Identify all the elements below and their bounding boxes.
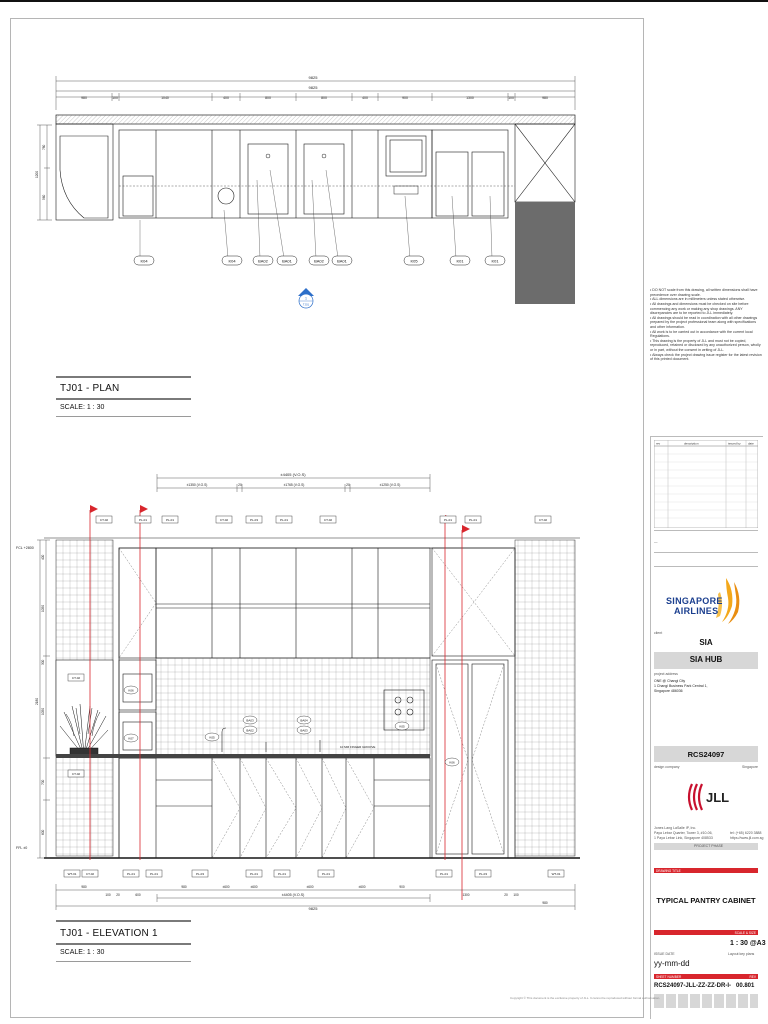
elev-bottom-sub-dim: 980 bbox=[542, 901, 548, 905]
plan-tag-label: K01 bbox=[456, 258, 464, 264]
note-item: • This drawing is the property of JLL and must not be copied, reproduced, retained or disclosed by any unauthorized person, wholly or in part, without the consent in writing of JLL. bbox=[650, 338, 761, 352]
revision-label: REV bbox=[749, 974, 756, 979]
elev-tag-label: PL-01 bbox=[279, 518, 289, 522]
company-contact: https://www.jll.com.sg bbox=[730, 836, 764, 840]
plan-tag bbox=[332, 256, 352, 265]
plan-dim: 800 bbox=[321, 96, 327, 100]
plan-dim: 100 bbox=[508, 96, 514, 100]
elev-bottom-sub-dim: 100 bbox=[105, 893, 111, 897]
note-item: • DO NOT scale from this drawing, all written dimensions shall have precedence over drawing scale. bbox=[650, 288, 758, 297]
plan-tag bbox=[253, 256, 273, 265]
elev-tag-label: PL-03 bbox=[478, 872, 488, 876]
elev-tag-label: CT-02 bbox=[323, 518, 333, 522]
elev-tag bbox=[68, 674, 84, 681]
plan-tag bbox=[134, 256, 154, 265]
note-text: DO NOT scale from this drawing, all written dimensions shall have precedence over drawing scale. bbox=[650, 288, 758, 297]
elev-bottom-sub-dim: ±600 bbox=[222, 885, 230, 889]
project-number: RCS24097 bbox=[687, 750, 725, 759]
elev-tag bbox=[320, 516, 336, 523]
company-line: Paya Lebar Quarter, Tower 3, #10-06, bbox=[654, 831, 713, 835]
tb-divider bbox=[654, 552, 758, 553]
plan-dim: 800 bbox=[265, 96, 271, 100]
elev-bottom-sub-dim: 100 bbox=[513, 893, 519, 897]
sheet-number: RCS24097-JLL-ZZ-ZZ-DR-I- bbox=[654, 983, 732, 989]
elev-tag bbox=[123, 870, 139, 877]
tb-bottom-stripes bbox=[654, 994, 758, 1008]
plan-dim: 400 bbox=[362, 96, 368, 100]
elev-tag-label: PL-03 bbox=[195, 872, 205, 876]
elev-tag bbox=[64, 870, 80, 877]
elev-tag-label: PL-01 bbox=[321, 872, 331, 876]
plan-caption-rule bbox=[56, 416, 191, 417]
elev-tag-label: BA02 bbox=[246, 728, 254, 733]
elev-tag-label: PL-01 bbox=[126, 872, 136, 876]
plan-side-dim: 780 bbox=[42, 144, 46, 150]
project-name-2: SIA HUB bbox=[689, 655, 723, 664]
scale-size-label: SCALE & SIZE bbox=[734, 930, 756, 935]
plan-side-dim-lines bbox=[37, 125, 52, 220]
plan-side-dim: 560 bbox=[42, 194, 46, 200]
elev-left-dim: 700 bbox=[41, 779, 45, 785]
address-line: Singapore 486036 bbox=[654, 689, 683, 693]
plan-caption-scale: SCALE: 1 : 30 bbox=[60, 404, 105, 411]
general-notes bbox=[650, 288, 762, 362]
address-label: project address bbox=[654, 672, 678, 676]
elev-bottom-sub-dim: 600 bbox=[135, 893, 141, 897]
elev-tag-label: CT-02 bbox=[85, 872, 95, 876]
plan-tag bbox=[450, 256, 470, 265]
plan-tag bbox=[309, 256, 329, 265]
elev-bottom-vos: ±4405 (V.O.S) bbox=[281, 893, 305, 897]
sheet-number-label: SHEET NUMBER bbox=[656, 974, 682, 979]
address-line: ONE @ Changi City bbox=[654, 679, 686, 683]
plan-tag-label: BA01 bbox=[282, 258, 292, 264]
elev-tag bbox=[243, 726, 257, 734]
elev-tag bbox=[535, 516, 551, 523]
plan-sub-dim: 9825 bbox=[308, 85, 318, 90]
elev-bottom-sub-dim: 20 bbox=[504, 893, 508, 897]
elev-top-sub-dim: ±1250 (V.O.S) bbox=[379, 483, 401, 487]
elev-bottom-sub-dim: ±600 bbox=[306, 885, 314, 889]
plan-dim: 400 bbox=[223, 96, 229, 100]
drawing-title-label: DRAWING TITLE bbox=[656, 868, 681, 873]
address-line: 1 Changi Business Park Central 1, bbox=[654, 684, 708, 688]
elev-tag-label: PL-01 bbox=[149, 872, 159, 876]
plan-tag-label: BA02 bbox=[314, 258, 324, 264]
location: Singapore bbox=[742, 765, 758, 769]
plan-column-grey bbox=[515, 202, 575, 304]
elev-ffl-label: FFL ±0 bbox=[16, 846, 28, 850]
elev-tag bbox=[246, 870, 262, 877]
plan-dim: 980 bbox=[81, 96, 87, 100]
elev-bottom-sub-dim: 980 bbox=[81, 885, 87, 889]
elev-bottom-tags bbox=[64, 870, 564, 877]
elev-left-dim: 300 bbox=[41, 659, 45, 665]
elev-tag bbox=[205, 733, 219, 741]
elev-tag bbox=[96, 516, 112, 523]
elev-bottom-sub-dim: ±600 bbox=[250, 885, 258, 889]
note-text: All work is to be carried out in accordance with the current local Regulations. bbox=[650, 329, 753, 339]
singapore-airlines-logo bbox=[654, 572, 758, 630]
plan-tags bbox=[134, 256, 505, 265]
plan-tag-label: BA02 bbox=[258, 258, 268, 264]
layout-label: Layout key plans bbox=[728, 952, 755, 956]
revision-table bbox=[654, 440, 758, 528]
elev-tag bbox=[146, 870, 162, 877]
plan-dim: 100 bbox=[112, 96, 118, 100]
design-company-label: design company bbox=[654, 765, 680, 769]
sheet-suffix: 00.801 bbox=[736, 983, 755, 989]
client-label: client bbox=[654, 631, 663, 635]
elev-tag bbox=[68, 770, 84, 777]
plan-segment-dims bbox=[81, 96, 548, 100]
elev-tag bbox=[395, 722, 409, 730]
elev-backsplash bbox=[156, 658, 430, 756]
drawing-title-bar bbox=[654, 868, 758, 873]
plan-caption-rule bbox=[56, 398, 191, 400]
elev-tag-label: BA03 bbox=[246, 718, 254, 723]
elev-tag-label: PL-01 bbox=[138, 518, 148, 522]
note-item: • All work is to be carried out in accordance with the current local Regulations. bbox=[650, 329, 753, 339]
scale-size-bar bbox=[654, 930, 758, 935]
elev-bottom-sub-dim: 980 bbox=[181, 885, 187, 889]
elev-tag bbox=[162, 516, 178, 523]
elev-tag bbox=[243, 716, 257, 724]
tb-divider bbox=[654, 566, 758, 567]
rev-header: rev bbox=[656, 441, 661, 446]
elev-tag bbox=[246, 516, 262, 523]
elev-caption-rule bbox=[56, 961, 191, 962]
note-text: All drawings should be read in coordination with all other drawings prepared by the project professional team along with specifications and other information. bbox=[650, 315, 758, 329]
plan-tag-label: K01 bbox=[491, 258, 499, 264]
plan-wall-hatch bbox=[56, 115, 575, 124]
company-contact: tel: (+65) 6220 3888 bbox=[730, 831, 762, 835]
plan-tag bbox=[222, 256, 242, 265]
elev-bottom-sub-dims bbox=[81, 885, 548, 905]
note-item: • Always check the project drawing issue register for the latest revision of this printed document. bbox=[650, 352, 762, 362]
elev-tag bbox=[276, 516, 292, 523]
elev-tag bbox=[297, 726, 311, 734]
plan-side-dim: 1200 bbox=[35, 170, 39, 178]
copyright-note: Copyright © This document is the exclusive property of JLL. It cannot be reproduced without formal authorisation. bbox=[510, 996, 661, 1000]
elevation-marker-icon bbox=[298, 288, 314, 308]
issue-date-value: yy-mm-dd bbox=[654, 959, 690, 968]
finger-groove-note: 10 MM FINGER GROOVE bbox=[340, 745, 376, 749]
elev-right-tile-wall bbox=[515, 540, 575, 856]
plan-tag bbox=[404, 256, 424, 265]
elev-tag-label: PL-01 bbox=[165, 518, 175, 522]
plan-tag-label: BA01 bbox=[337, 258, 347, 264]
plan-dim: 900 bbox=[402, 96, 408, 100]
elev-tag bbox=[548, 870, 564, 877]
jll-logo bbox=[680, 780, 740, 816]
elev-tag-label: K05 bbox=[209, 735, 215, 740]
elev-tag-label: PL-01 bbox=[249, 872, 259, 876]
elev-tag-label: CT-02 bbox=[71, 676, 81, 680]
elev-tag-label: CT-02 bbox=[71, 772, 81, 776]
elev-top-sub-dim: 20 bbox=[238, 483, 242, 487]
elev-tag-label: K05 bbox=[399, 724, 405, 729]
jll-mark-icon bbox=[684, 782, 706, 812]
sia-logo-text: AIRLINES bbox=[674, 606, 719, 616]
elev-bottom-overall: 9825 bbox=[308, 906, 318, 911]
plan-dimension-lines bbox=[56, 76, 575, 110]
plan-tag bbox=[277, 256, 297, 265]
elev-top-dim: ±4405 (V.O.S) bbox=[280, 472, 306, 477]
elev-top-sub-dims bbox=[187, 483, 401, 487]
elev-left-niche bbox=[56, 660, 113, 756]
company-line: Jones Lang LaSalle IP, Inc. bbox=[654, 826, 697, 830]
elev-tag-label: PL-01 bbox=[439, 872, 449, 876]
project-phase-label: PROJECT PHASE bbox=[694, 844, 724, 848]
elev-bottom-sub-dim: 1300 bbox=[462, 893, 470, 897]
project-name-1: SIA bbox=[699, 638, 713, 647]
company-line: 1 Paya Lebar Link, Singapore 408533 bbox=[654, 836, 713, 840]
elev-tag bbox=[124, 734, 138, 742]
note-item: • All drawings should be read in coordination with all other drawings prepared by the project professional team along with specifications and other information. bbox=[650, 315, 758, 329]
elev-tag bbox=[135, 516, 151, 523]
elev-tag-label: PL-01 bbox=[468, 518, 478, 522]
plan-overall-dim: 9825 bbox=[308, 75, 318, 80]
elev-left-dim: 400 bbox=[41, 554, 45, 560]
note-item: • ALL dimensions are in millimeters unless stated otherwise. bbox=[650, 297, 746, 302]
elev-tag-label: PL-01 bbox=[277, 872, 287, 876]
elev-tag bbox=[82, 870, 98, 877]
elevation-marker-number: 1 bbox=[305, 296, 307, 301]
sia-logo-text: SINGAPORE bbox=[666, 596, 723, 606]
elev-tag-label: CT-02 bbox=[219, 518, 229, 522]
elev-tag bbox=[274, 870, 290, 877]
plan-tag-label: K04 bbox=[140, 258, 148, 264]
elev-bottom-sub-dim: 900 bbox=[399, 885, 405, 889]
elev-left-dim: 1050 bbox=[41, 707, 45, 715]
elev-tag-label: K06 bbox=[128, 688, 134, 693]
elev-caption-rule bbox=[56, 943, 191, 945]
elev-caption-title: TJ01 - ELEVATION 1 bbox=[60, 928, 158, 939]
plan-side-dims bbox=[35, 144, 46, 200]
plan-dim: 1300 bbox=[466, 96, 474, 100]
scale-value: 1 : 30 @A3 bbox=[730, 940, 766, 947]
rev-header: description bbox=[684, 441, 699, 446]
elev-tag bbox=[436, 870, 452, 877]
jll-logo-text: JLL bbox=[706, 790, 730, 805]
tb-divider bbox=[654, 530, 758, 531]
elevation-marker-sheet: TJ01 bbox=[302, 302, 310, 307]
sheet-number-bar bbox=[654, 974, 758, 979]
elev-tag-label: PL-01 bbox=[443, 518, 453, 522]
elev-tag-label: WT-01 bbox=[67, 872, 77, 876]
plan-tag-label: K05 bbox=[410, 258, 418, 264]
plan-tag-label: K04 bbox=[228, 258, 236, 264]
tb-field-label: — bbox=[654, 540, 658, 544]
plan-tag bbox=[485, 256, 505, 265]
issue-date-label: ISSUE DATE bbox=[654, 952, 675, 956]
elev-left-dim: 600 bbox=[41, 829, 45, 835]
elev-tag-label: WT-01 bbox=[551, 872, 561, 876]
elev-caption-scale: SCALE: 1 : 30 bbox=[60, 949, 105, 956]
elev-tag-label: BA04 bbox=[300, 718, 308, 723]
note-text: ALL dimensions are in millimeters unless stated otherwise. bbox=[652, 297, 746, 302]
elev-caption-rule bbox=[56, 920, 191, 922]
elev-tag-label: PL-03 bbox=[249, 518, 259, 522]
rev-header: issued by bbox=[728, 441, 741, 446]
plan-dim: 980 bbox=[542, 96, 548, 100]
elev-left-dim: 1050 bbox=[41, 604, 45, 612]
elev-tag bbox=[445, 758, 459, 766]
elev-bottom-sub-dim: ±600 bbox=[358, 885, 366, 889]
elev-countertop bbox=[56, 754, 430, 758]
elev-tag bbox=[192, 870, 208, 877]
elev-tag bbox=[216, 516, 232, 523]
note-text: All drawings and dimensions must be checked on site before commencing any work or making any shop drawings. ANY discrepancies are to be reported to JLL immediately. bbox=[650, 302, 749, 316]
elev-tag bbox=[465, 516, 481, 523]
elev-bottom-sub-dim: 20 bbox=[116, 893, 120, 897]
elev-tag bbox=[124, 686, 138, 694]
plan-fixtures bbox=[266, 154, 418, 194]
elev-tag bbox=[297, 716, 311, 724]
elev-tag bbox=[440, 516, 456, 523]
elev-tag-label: K06 bbox=[449, 760, 455, 765]
plan-caption-title: TJ01 - PLAN bbox=[60, 383, 120, 394]
elev-tag-label: CT-02 bbox=[538, 518, 548, 522]
elev-tag bbox=[475, 870, 491, 877]
elev-top-tags bbox=[96, 516, 551, 523]
rev-header: date bbox=[748, 441, 754, 446]
elev-tag bbox=[318, 870, 334, 877]
elev-fcl-label: FCL +2800 bbox=[16, 546, 34, 550]
plan-dim: 1040 bbox=[161, 96, 169, 100]
plan-caption-rule bbox=[56, 376, 191, 378]
elev-top-sub-dim: ±1350 (V.O.S) bbox=[186, 483, 208, 487]
note-item: • All drawings and dimensions must be checked on site before commencing any work or making any shop drawings. ANY discrepancies are to be reported to JLL immediately. bbox=[650, 302, 749, 316]
elev-top-sub-dim: 20 bbox=[346, 483, 350, 487]
note-text: This drawing is the property of JLL and must not be copied, reproduced, retained or disclosed by any unauthorized person, wholly or in part, without the consent in writing of JLL. bbox=[650, 338, 761, 352]
plan-cabinets bbox=[56, 124, 575, 220]
note-text: Always check the project drawing issue register for the latest revision of this printed document. bbox=[650, 352, 762, 362]
elev-tag-label: BA03 bbox=[300, 728, 308, 733]
drawing-title: TYPICAL PANTRY CABINET bbox=[656, 896, 756, 905]
elev-top-sub-dim: ±1765 (V.O.S) bbox=[283, 483, 305, 487]
elev-tag-label: K07 bbox=[128, 736, 134, 741]
elev-left-dim: 2180 bbox=[35, 697, 39, 705]
elev-tag-label: CT-02 bbox=[99, 518, 109, 522]
